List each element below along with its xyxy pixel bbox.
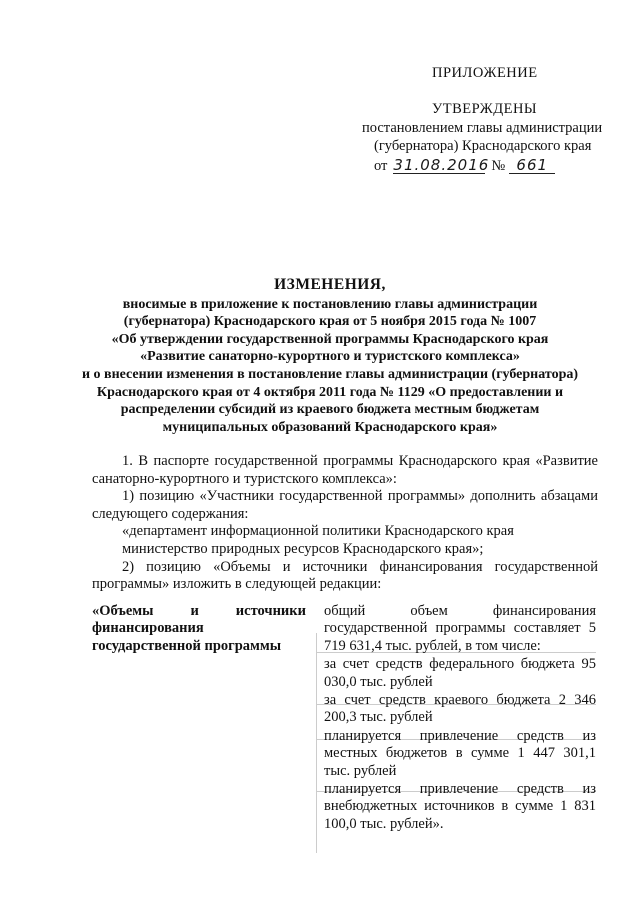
approval-number: 661 [509, 158, 555, 174]
title-line: вносимые в приложение к постановлению главы администрации [122, 296, 538, 312]
title-line: и о внесении изменения в постановление главы администрации (губернатора) [81, 366, 579, 382]
financing-extrabudgetary: планируется привлечение средств из внебюджетных источников в сумме 1 831 100,0 тыс. рублей». [324, 781, 596, 832]
title-line: «Об утверждении государственной программы Краснодарского края [111, 331, 549, 347]
paragraph-4: министерство природных ресурсов Краснодарского края»; [122, 540, 484, 557]
appendix-heading: ПРИЛОЖЕНИЕ [432, 65, 538, 81]
paragraph-2: 1) позицию «Участники государственной программы» дополнить абзацами следующего содержания: [92, 488, 598, 522]
table-divider [316, 633, 317, 853]
financing-total: общий объем финансирования государственной программы составляет 5 719 631,4 тыс. рублей, в том числе: [324, 603, 596, 654]
body-text [92, 453, 598, 594]
approval-date-number-line [374, 157, 555, 175]
approval-date: 31.08.2016 [393, 156, 490, 174]
approval-line-1: постановлением главы администрации [362, 120, 603, 136]
paragraph-1: 1. В паспорте государственной программы Краснодарского края «Развитие санаторно-курортного и туристского комплекса»: [92, 453, 598, 487]
title-line: муниципальных образований Краснодарского края» [162, 419, 498, 435]
title-line: «Развитие санаторно-курортного и туристского комплекса» [140, 349, 520, 365]
title-line: Краснодарского края от 4 октября 2011 года № 1129 «О предоставлении и [96, 384, 564, 400]
document-title: ИЗМЕНЕНИЯ, [274, 276, 386, 293]
approval-line-2: (губернатора) Краснодарского края [374, 138, 592, 154]
title-line: (губернатора) Краснодарского края от 5 ноября 2015 года № 1007 [123, 314, 537, 330]
title-line: распределении субсидий из краевого бюджета местным бюджетам [120, 402, 540, 418]
from-label: от [374, 158, 388, 174]
document-title-block [70, 276, 590, 436]
financing-federal: за счет средств федерального бюджета 95 030,0 тыс. рублей [324, 656, 596, 690]
paragraph-5: 2) позицию «Объемы и источники финансирования государственной программы» изложить в следующей редакции: [92, 558, 598, 593]
table-right-cell [324, 603, 596, 833]
table-left-cell: «Объемы и источники финансирования государственной программы [92, 603, 306, 654]
financing-regional: за счет средств краевого бюджета 2 346 200,3 тыс. рублей [324, 692, 596, 726]
financing-local: планируется привлечение средств из местных бюджетов в сумме 1 447 301,1 тыс. рублей [324, 727, 596, 779]
number-label: № [491, 158, 506, 174]
paragraph-3: «департамент информационной политики Краснодарского края [122, 523, 514, 540]
approved-heading: УТВЕРЖДЕНЫ [432, 101, 538, 117]
